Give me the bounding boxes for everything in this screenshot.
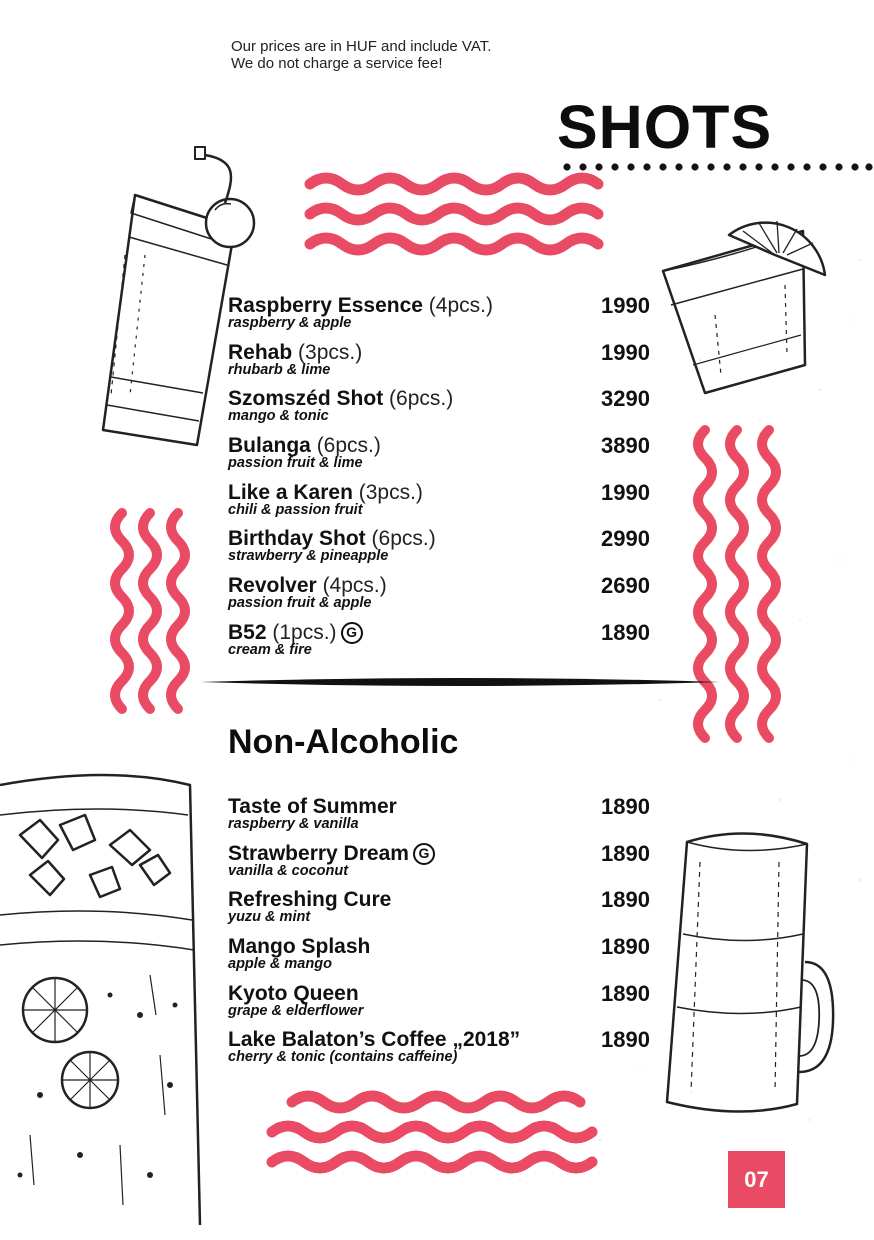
gluten-mark-icon: G [413,843,435,865]
menu-item [228,621,652,668]
menu-item [228,982,652,1029]
menu-item-quantity: (6pcs.) [371,527,436,551]
menu-item-quantity: (1pcs.) [272,620,337,644]
menu-item-description: grape & elderflower [228,1002,364,1019]
menu-item-name: Bulanga [228,434,311,458]
menu-item-name: Refreshing Cure [228,888,392,912]
price-notice-line2: We do not charge a service fee! [231,55,443,72]
menu-item-name: Szomszéd Shot [228,387,384,411]
menu-item-price: 1890 [601,794,650,819]
non-alcoholic-menu [228,795,652,1075]
menu-item-price: 1890 [601,980,650,1006]
shots-menu [228,294,652,668]
menu-item-description: raspberry & vanilla [228,816,359,832]
menu-item-description: rhubarb & lime [228,361,331,378]
menu-item-name: Kyoto Queen [228,981,359,1005]
menu-item [228,888,652,935]
menu-item [228,481,652,528]
menu-item-quantity: (4pcs.) [428,294,493,317]
menu-item-price: 2990 [601,526,650,552]
menu-item-description: passion fruit & apple [228,595,372,612]
menu-item [228,294,652,341]
menu-item-price: 1890 [601,840,650,866]
menu-item [228,387,652,434]
menu-item-name: B52 [228,620,267,644]
menu-item-description: raspberry & apple [228,315,352,331]
menu-item-price: 1890 [601,1027,650,1053]
menu-item-description: cream & fire [228,641,312,658]
menu-item-name: Mango Splash [228,935,371,959]
menu-item-price: 1890 [601,619,650,645]
menu-item-name: Lake Balaton’s Coffee „2018” [228,1028,521,1052]
menu-item [228,527,652,574]
menu-item-description: mango & tonic [228,408,329,425]
menu-item-description: chili & passion fruit [228,501,363,518]
menu-item-description: vanilla & coconut [228,862,349,879]
mojito-glass-icon [0,755,225,1225]
wave-decoration-icon [300,172,612,274]
menu-item-description: passion fruit & lime [228,455,363,472]
menu-item-quantity: (3pcs.) [358,480,423,504]
lemon-rocks-glass-icon [655,195,835,395]
non-alcoholic-title: Non-Alcoholic [228,723,459,761]
menu-item-description: apple & mango [228,956,332,973]
menu-item-name: Strawberry Dream [228,841,409,865]
menu-item-quantity: (3pcs.) [298,340,363,364]
menu-item-price: 1990 [601,339,650,365]
menu-item-price: 3290 [601,386,650,412]
menu-item [228,842,652,889]
price-notice [231,38,491,72]
menu-item [228,434,652,481]
menu-item [228,935,652,982]
menu-item-name: Taste of Summer [228,795,397,818]
menu-item-description: strawberry & pineapple [228,548,389,565]
gluten-mark-icon: G [341,622,363,644]
menu-item-price: 3890 [601,433,650,459]
menu-item-name: Revolver [228,574,317,598]
menu-item [228,574,652,621]
wave-decoration-icon [683,422,795,752]
menu-item-quantity: (4pcs.) [322,574,387,598]
menu-item-quantity: (6pcs.) [316,434,381,458]
wave-decoration-icon [92,505,202,727]
menu-item-price: 2690 [601,573,650,599]
menu-item-quantity: (6pcs.) [389,387,454,411]
menu-item-price: 1990 [601,479,650,505]
beer-mug-icon [655,822,840,1122]
menu-item [228,1028,652,1075]
menu-item-name: Birthday Shot [228,527,366,551]
menu-item-price: 1990 [601,293,650,318]
menu-item-price: 1890 [601,934,650,960]
shots-title: SHOTS [557,93,773,161]
menu-item-name: Like a Karen [228,480,353,504]
section-divider [200,676,720,688]
menu-item-description: yuzu & mint [228,909,311,926]
menu-item-name: Rehab [228,340,293,364]
menu-item-description: cherry & tonic (contains caffeine) [228,1049,458,1066]
title-dotted-line [562,162,874,172]
menu-item [228,795,652,842]
menu-item [228,341,652,388]
price-notice-line1: Our prices are in HUF and include VAT. [231,38,492,55]
page-number: 07 [728,1151,785,1208]
menu-item-name: Raspberry Essence [228,294,423,317]
menu-item-price: 1890 [601,887,650,913]
wave-decoration-icon [262,1090,614,1192]
